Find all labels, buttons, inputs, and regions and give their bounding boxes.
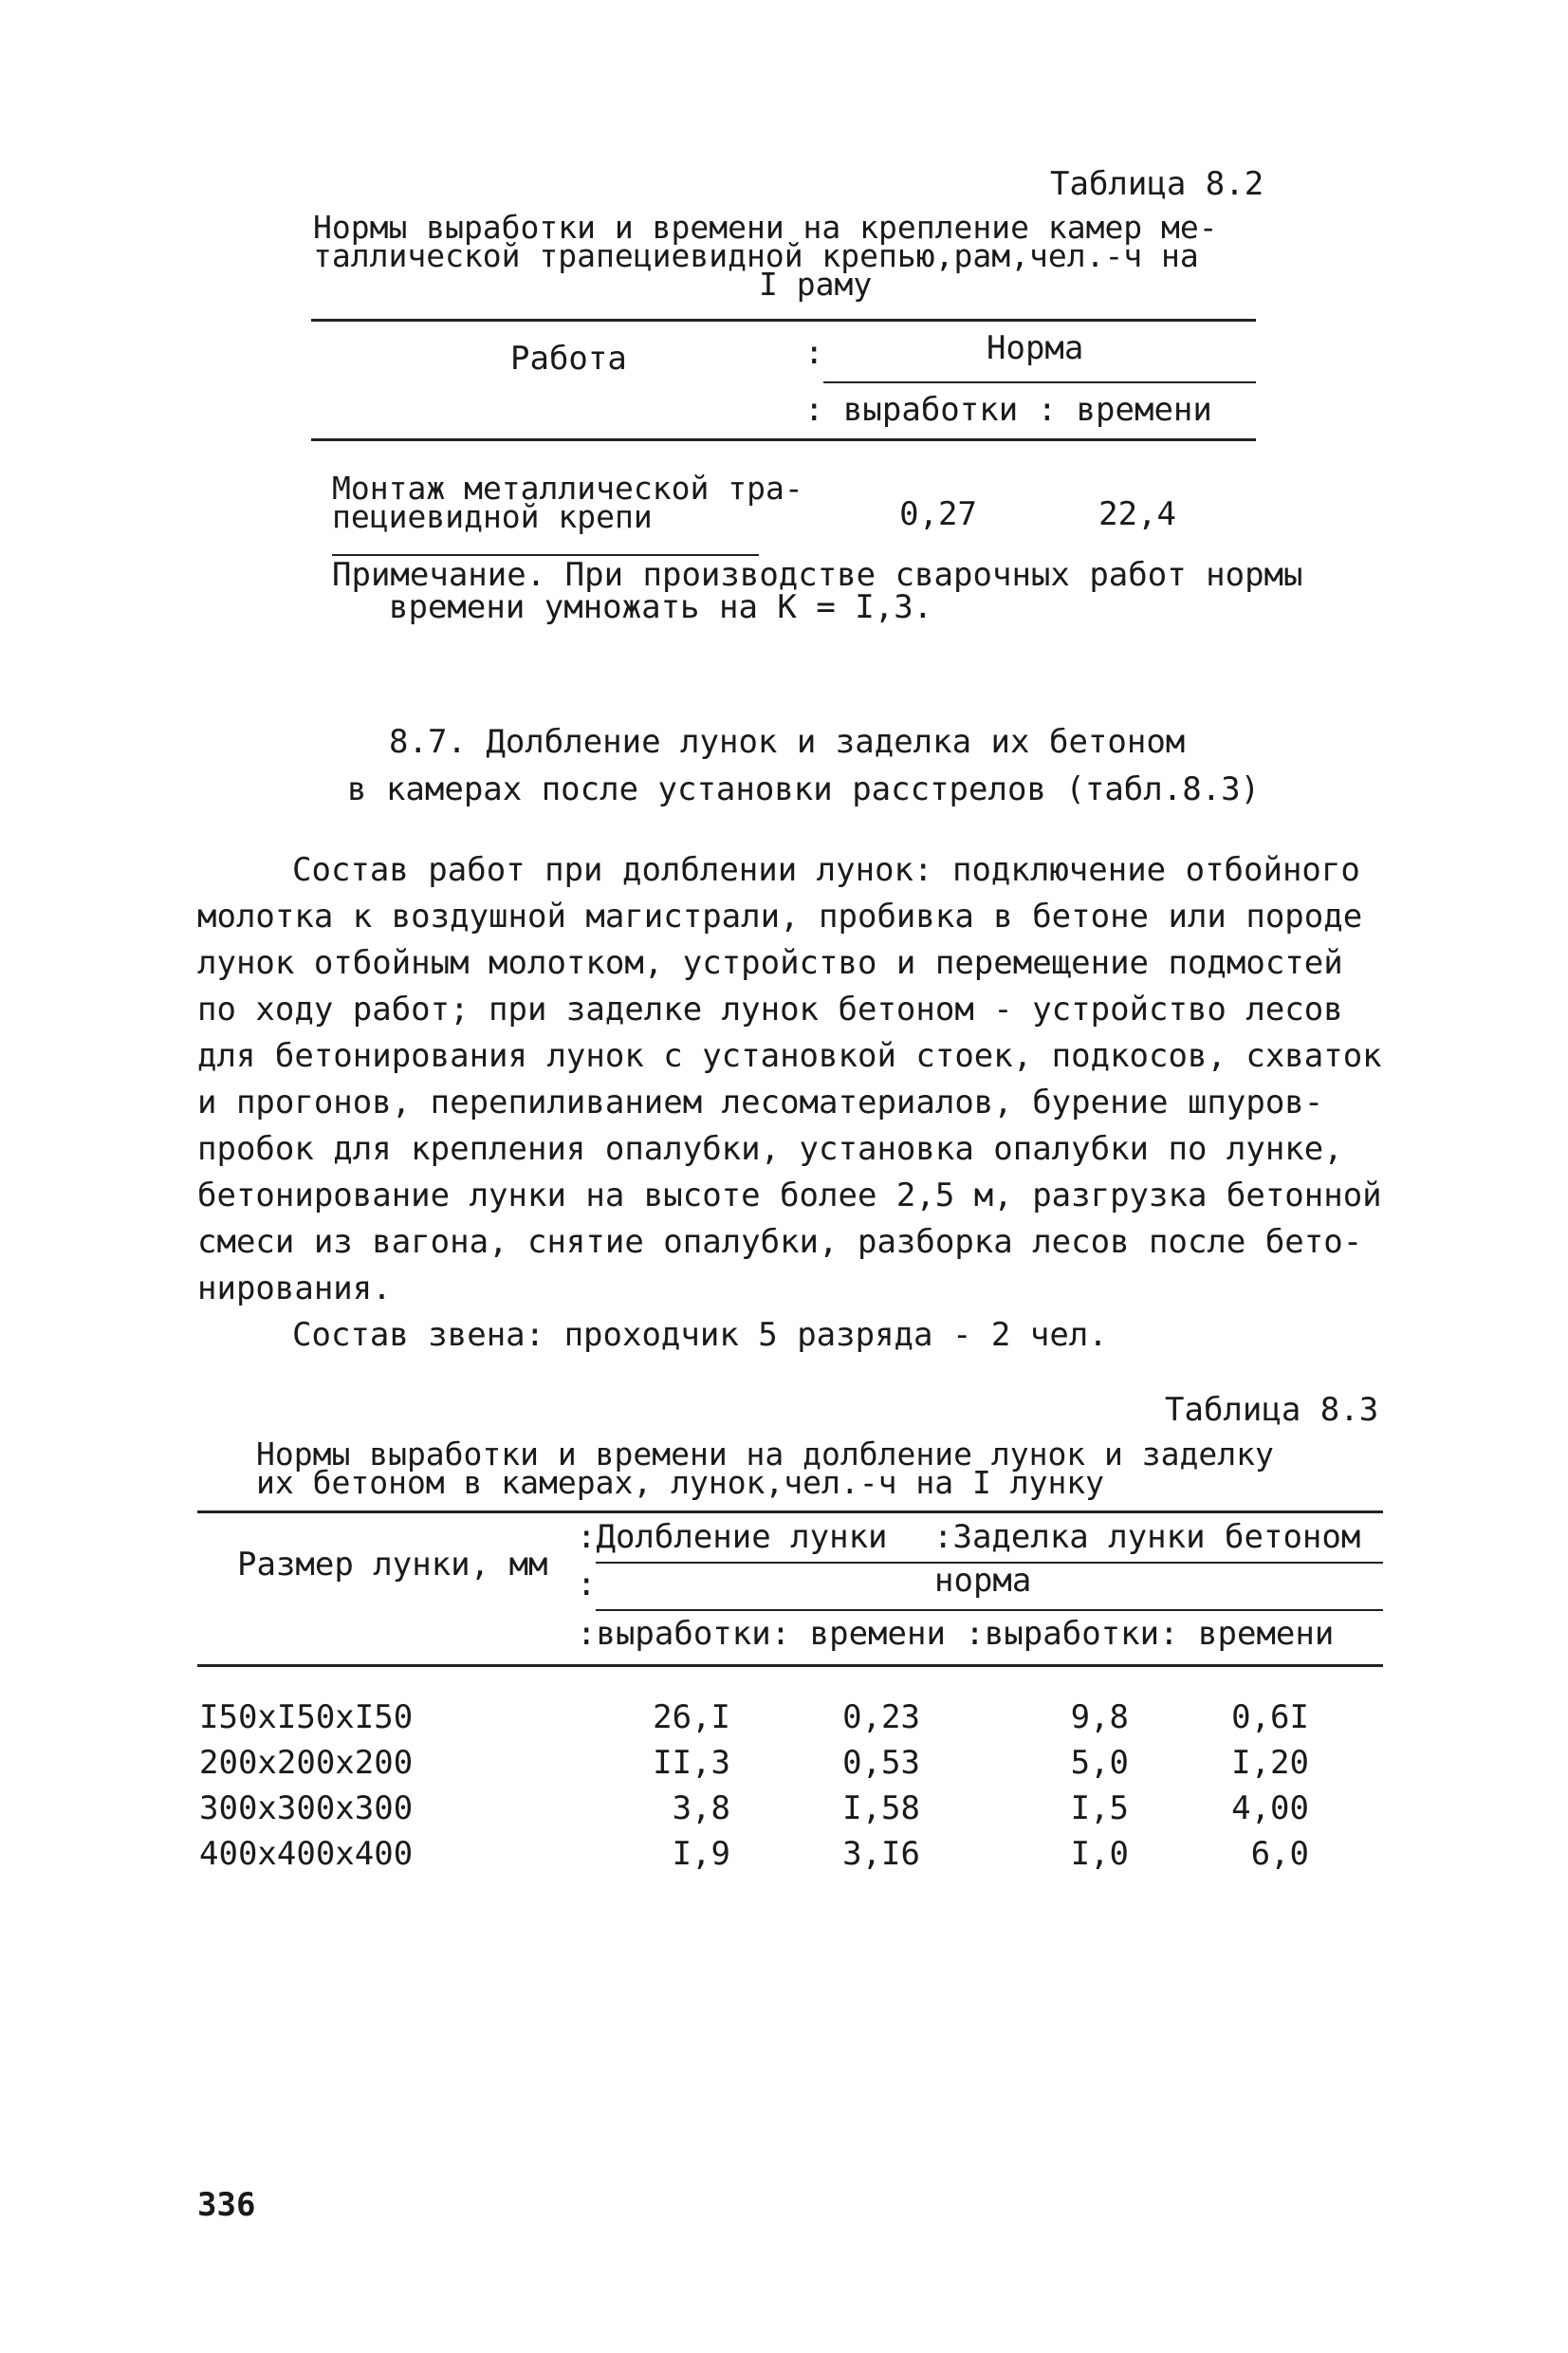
paragraph-line-6: и прогонов, перепиливанием лесоматериалов, бурение шпуров-: [197, 1084, 1324, 1121]
table-8-2-top-rule: [311, 319, 1256, 322]
table-8-3-norm-separator: :: [577, 1566, 597, 1603]
cell-size: 400x400x400: [199, 1835, 414, 1873]
table-8-3-subheader: :выработки: времени :выработки: времени: [577, 1615, 1335, 1653]
section-heading-line-1: 8.7. Долбление лунок и заделка их бетоном: [389, 723, 1186, 761]
paragraph-line-1: Состав работ при долблении лунок: подключение отбойного: [292, 851, 1360, 889]
table-8-3-header-bottom-rule: [197, 1664, 1383, 1667]
cell-fill-time: I,20: [1231, 1744, 1309, 1782]
cell-drill-time: I,58: [842, 1789, 920, 1827]
table-8-2-header-work: Работа: [510, 340, 627, 378]
table-8-2-caption-line-1: Нормы выработки и времени на крепление камер ме-: [313, 209, 1218, 246]
table-8-2-header-norm: Норма: [987, 329, 1084, 367]
cell-drill-output: I,9: [672, 1835, 730, 1873]
table-8-2-row-output: 0,27: [899, 495, 977, 533]
paragraph-line-10: нирования.: [197, 1269, 392, 1307]
table-8-3-top-rule: [197, 1510, 1383, 1513]
table-8-2-subheader: : выработки : времени: [804, 391, 1212, 429]
table-8-3-norm-rule: [596, 1609, 1383, 1611]
cell-drill-output: 3,8: [672, 1789, 730, 1827]
table-8-2-header-bottom-rule: [311, 438, 1256, 441]
cell-fill-output: 5,0: [1070, 1744, 1129, 1782]
cell-fill-output: 9,8: [1070, 1698, 1129, 1736]
paragraph-line-5: для бетонирования лунок с установкой стоек, подкосов, схваток: [197, 1037, 1382, 1075]
table-8-2-note-line-1: Примечание. При производстве сварочных работ нормы: [332, 556, 1303, 594]
cell-size: I50xI50xI50: [199, 1698, 414, 1736]
cell-size: 200x200x200: [199, 1744, 414, 1782]
table-8-2-header-separator: :: [804, 334, 824, 372]
paragraph-line-8: бетонирование лунки на высоте более 2,5 м, разгрузка бетонной: [197, 1176, 1382, 1214]
table-8-2-note-line-2: времени умножать на К = I,3.: [389, 588, 933, 626]
paragraph-line-3: лунок отбойным молотком, устройство и перемещение подмостей: [197, 944, 1343, 982]
table-8-3-caption-line-2: их бетоном в камерах, лунок,чел.-ч на I лунку: [256, 1464, 1105, 1501]
section-heading-line-2: в камерах после установки расстрелов (табл.8.3): [347, 770, 1261, 808]
paragraph-line-9: смеси из вагона, снятие опалубки, разборка лесов после бето-: [197, 1223, 1363, 1261]
cell-fill-output: I,0: [1070, 1835, 1129, 1873]
cell-drill-time: 0,23: [842, 1698, 920, 1736]
table-8-3-norm-label: норма: [934, 1562, 1032, 1600]
paragraph-line-4: по ходу работ; при заделке лунок бетоном - устройство лесов: [197, 991, 1343, 1028]
cell-drill-time: 0,53: [842, 1744, 920, 1782]
table-8-3-header-group-2: :Заделка лунки бетоном: [933, 1518, 1361, 1556]
cell-drill-output: 26,I: [653, 1698, 730, 1736]
table-8-2-caption-line-2: таллической трапециевидной крепью,рам,чел.-ч на: [313, 237, 1199, 274]
cell-fill-time: 6,0: [1250, 1835, 1309, 1873]
table-8-3-caption-line-1: Нормы выработки и времени на долбление лунок и заделку: [256, 1436, 1274, 1473]
cell-fill-time: 0,6I: [1231, 1698, 1309, 1736]
table-8-2-header-rule: [823, 381, 1256, 383]
cell-size: 300x300x300: [199, 1789, 414, 1827]
paragraph-line-7: пробок для крепления опалубки, установка опалубки по лунке,: [197, 1130, 1343, 1168]
section-paragraph: [197, 847, 1383, 1359]
table-8-2-label: Таблица 8.2: [1050, 165, 1264, 203]
table-8-3-header-size: Размер лунки, мм: [237, 1546, 548, 1584]
table-8-2-row-label-line-2: пециевидной крепи: [332, 498, 653, 535]
page-number: 336: [197, 2186, 256, 2224]
cell-fill-output: I,5: [1070, 1789, 1129, 1827]
table-8-2-row-label-line-1: Монтаж металлической тра-: [332, 470, 803, 507]
cell-fill-time: 4,00: [1231, 1789, 1309, 1827]
table-8-3-label: Таблица 8.3: [1165, 1391, 1379, 1429]
crew-line: Состав звена: проходчик 5 разряда - 2 чел.: [292, 1316, 1108, 1354]
paragraph-line-2: молотка к воздушной магистрали, пробивка в бетоне или породе: [197, 898, 1363, 936]
cell-drill-output: II,3: [653, 1744, 730, 1782]
cell-drill-time: 3,I6: [842, 1835, 920, 1873]
table-8-3-header-group-1: :Долбление лунки: [577, 1518, 888, 1556]
table-8-2-row-time: 22,4: [1098, 495, 1176, 533]
table-8-2-caption-line-3: I раму: [759, 266, 873, 303]
